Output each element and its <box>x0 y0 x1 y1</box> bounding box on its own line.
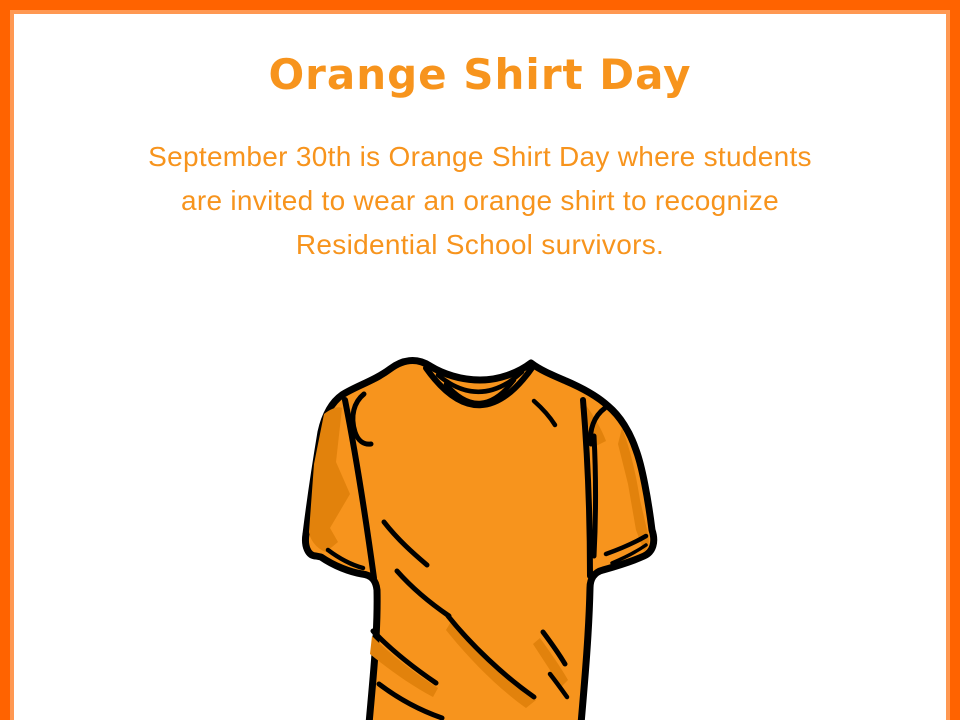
description <box>90 135 870 267</box>
t-shirt-icon <box>300 344 680 720</box>
orange-tshirt-image <box>300 344 680 720</box>
description-line: Residential School survivors. <box>295 229 665 260</box>
page-title: Orange Shirt Day <box>268 50 692 99</box>
description-line: are invited to wear an orange shirt to recognize <box>180 185 780 216</box>
description-line: September 30th is Orange Shirt Day where students <box>148 141 812 172</box>
